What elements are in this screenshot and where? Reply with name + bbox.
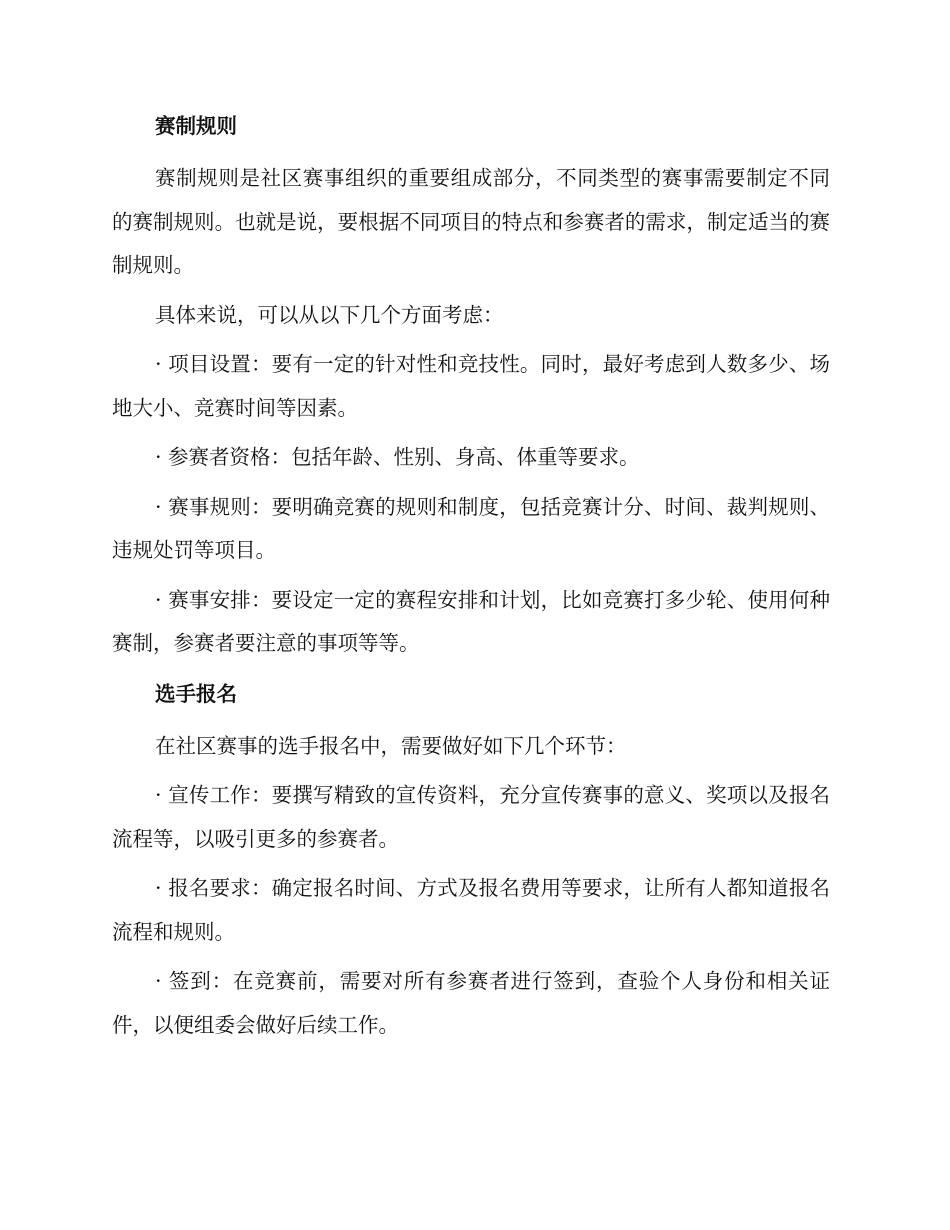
paragraph: 具体来说，可以从以下几个方面考虑： [155,302,504,327]
section-heading: 选手报名 [155,681,237,706]
paragraph: 赛制规则是社区赛事组织的重要组成部分，不同类型的赛事需要制定不同的赛制规则。也就是说，要根据不同项目的特点和参赛者的需求，制定适当的赛制规则。 [112,166,830,277]
bullet-item: · 参赛者资格：包括年龄、性别、身高、体重等要求。 [155,445,640,469]
bullet-item: · 赛事安排：要设定一定的赛程安排和计划，比如竞赛打多少轮、使用何种赛制，参赛者要注意的事项等等。 [112,587,830,655]
bullet-item: · 签到：在竞赛前，需要对所有参赛者进行签到，查验个人身份和相关证件，以便组委会做好后续工作。 [112,969,830,1037]
bullet-item: · 项目设置：要有一定的针对性和竞技性。同时，最好考虑到人数多少、场地大小、竞赛时间等因素。 [112,352,830,420]
bullet-item: · 赛事规则：要明确竞赛的规则和制度，包括竞赛计分、时间、裁判规则、违规处罚等项目。 [112,494,830,562]
document-page [112,108,830,1053]
section-heading: 赛制规则 [155,114,237,138]
section-player-registration [112,676,830,1048]
bullet-item: · 报名要求：确定报名时间、方式及报名费用等要求，让所有人都知道报名流程和规则。 [112,876,830,944]
bullet-item: · 宣传工作：要撰写精致的宣传资料，充分宣传赛事的意义、奖项以及报名流程等，以吸引更多的参赛者。 [112,783,830,851]
paragraph: 在社区赛事的选手报名中，需要做好如下几个环节： [155,733,627,758]
section-competition-rules [112,108,830,666]
